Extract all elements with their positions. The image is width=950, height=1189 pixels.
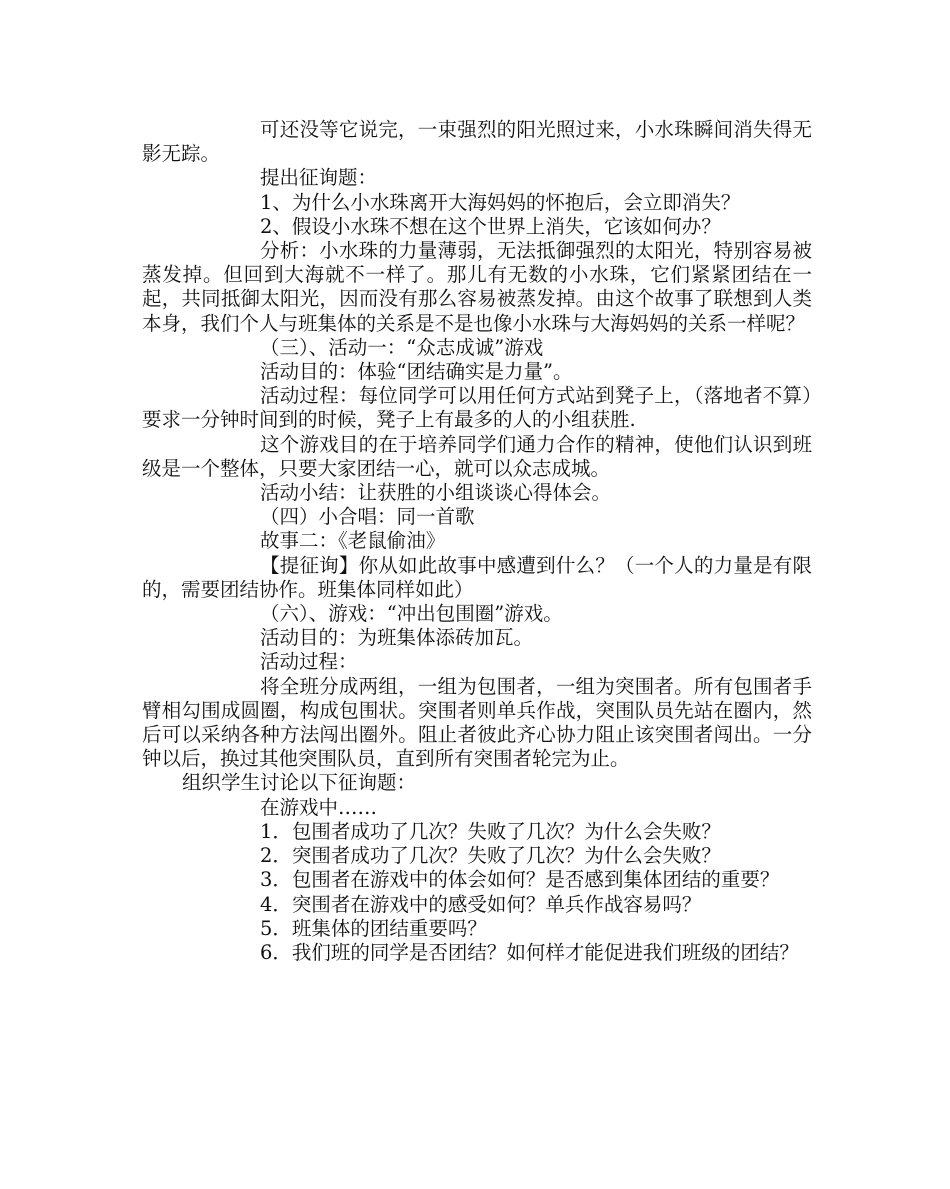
paragraph-discussion-4: 4．突围者在游戏中的感受如何？单兵作战容易吗？: [260, 892, 702, 916]
paragraph-question-2: 2、假设小水珠不想在这个世界上消失，它该如何办？: [260, 214, 721, 238]
paragraph-game-process: 将全班分成两组，一组为包围者，一组为突围者。所有包围者手臂相勾围成圆圈，构成包围状。突围者则单兵作战，突围队员先站在圈内，然后可以采纳各种方法闯出圈外。阻止者彼此齐心协力阻止该突围者闯出。一分钟以后，换过其他突围队员，直到所有突围者轮完为止。: [142, 674, 812, 771]
paragraph-activity-1-goal: 活动目的：体验“团结确实是力量”。: [260, 360, 573, 384]
paragraph-analysis: 分析：小水珠的力量薄弱，无法抵御强烈的太阳光，特别容易被蒸发掉。但回到大海就不一样了。那儿有无数的小水珠，它们紧紧团结在一起，共同抵御太阳光，因而没有那么容易被蒸发掉。由这个故事了联想到人类本身，我们个人与班集体的关系是不是也像小水珠与大海妈妈的关系一样呢？: [142, 239, 812, 335]
paragraph-in-game: 在游戏中……: [260, 795, 378, 819]
paragraph-game-process-heading: 活动过程：: [260, 650, 358, 674]
paragraph-game-goal: 活动目的：为班集体添砖加瓦。: [260, 626, 534, 650]
paragraph-discussion-3: 3．包围者在游戏中的体会如何？是否感到集体团结的重要？: [260, 868, 780, 892]
paragraph-discussion-1: 1．包围者成功了几次？失败了几次？为什么会失败？: [260, 819, 721, 843]
paragraph-activity-1-purpose: 这个游戏目的在于培养同学们通力合作的精神，使他们认识到班级是一个整体，只要大家团结一心，就可以众志成城。: [142, 432, 812, 480]
paragraph-activity-1-process: 活动过程：每位同学可以用任何方式站到凳子上，（落地者不算）要求一分钟时间到的时候，凳子上有最多的人的小组获胜.: [142, 384, 812, 432]
paragraph-activity-1-summary: 活动小结：让获胜的小组谈谈心得体会。: [260, 481, 612, 505]
paragraph-activity-1-heading: （三）、活动一：“众志成诚”游戏: [260, 335, 544, 359]
paragraph-story-2-question: 【提征询】你从如此故事中感遭到什么？（一个人的力量是有限的，需要团结协作。班集体同样如此）: [142, 553, 812, 601]
paragraph-story-2: 故事二：《老鼠偷油》: [260, 529, 446, 553]
paragraph-question-1: 1、为什么小水珠离开大海妈妈的怀抱后，会立即消失？: [260, 190, 741, 214]
paragraph-discussion-5: 5．班集体的团结重要吗？: [260, 916, 487, 940]
paragraph-questions-heading: 提出征询题：: [260, 166, 378, 190]
document-page: [142, 118, 812, 965]
paragraph-discussion-6: 6．我们班的同学是否团结？如何样才能促进我们班级的团结？: [260, 940, 799, 964]
paragraph-chorus: （四）小合唱：同一首歌: [260, 505, 475, 529]
paragraph-discussion-heading: 组织学生讨论以下征询题：: [182, 771, 417, 795]
paragraph-story-end: 可还没等它说完，一束强烈的阳光照过来，小水珠瞬间消失得无影无踪。: [142, 118, 812, 166]
paragraph-game-heading: （六）、游戏：“冲出包围圈”游戏。: [260, 602, 563, 626]
paragraph-discussion-2: 2．突围者成功了几次？失败了几次？为什么会失败？: [260, 844, 721, 868]
